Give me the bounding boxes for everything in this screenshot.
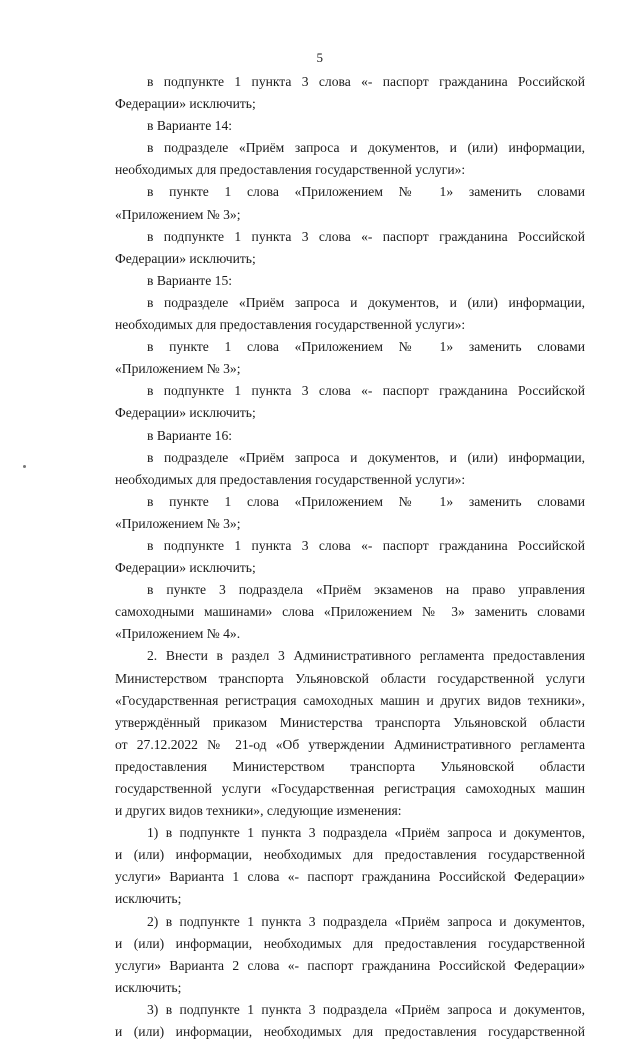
scan-speck <box>23 465 26 468</box>
page-number: 5 <box>316 50 324 65</box>
text-line: «Приложением № 4». <box>115 626 241 642</box>
text-line: Федерации» исключить; <box>115 560 256 576</box>
text-line: в подпункте 1 пункта 3 слова «- паспорт гражданина Российской <box>147 383 585 399</box>
text-line: от 27.12.2022 № 21-од «Об утверждении Административного регламента <box>115 736 585 752</box>
text-line: в пункте 3 подраздела «Приём экзаменов на право управления <box>147 582 585 598</box>
text-line: в пункте 1 слова «Приложением № 1» заменить словами <box>147 493 585 509</box>
text-line: в подпункте 1 пункта 3 слова «- паспорт гражданина Российской <box>147 228 585 244</box>
text-line: услуги» Варианта 2 слова «- паспорт гражданина Российской Федерации» <box>115 957 585 973</box>
text-line: в подпункте 1 пункта 3 слова «- паспорт гражданина Российской <box>147 537 585 553</box>
text-line: и (или) информации, необходимых для предоставления государственной <box>115 1024 585 1040</box>
text-line: в пункте 1 слова «Приложением № 1» заменить словами <box>147 184 585 200</box>
text-line: в подразделе «Приём запроса и документов, и (или) информации, <box>147 294 585 310</box>
text-line: 3) в подпункте 1 пункта 3 подраздела «Приём запроса и документов, <box>147 1001 585 1017</box>
text-line: и других видов техники», следующие изменения: <box>115 803 402 819</box>
text-line: Федерации» исключить; <box>115 405 256 421</box>
text-line: необходимых для предоставления государственной услуги»: <box>115 317 466 333</box>
text-line: необходимых для предоставления государственной услуги»: <box>115 162 466 178</box>
text-line: Министерством транспорта Ульяновской области государственной услуги <box>115 670 585 686</box>
text-line: в Варианте 14: <box>147 118 233 134</box>
text-line: в Варианте 15: <box>147 272 233 288</box>
text-line: необходимых для предоставления государственной услуги»: <box>115 471 466 487</box>
text-line: и (или) информации, необходимых для предоставления государственной <box>115 935 585 951</box>
text-line: «Приложением № 3»; <box>115 361 241 377</box>
text-line: в подпункте 1 пункта 3 слова «- паспорт гражданина Российской <box>147 74 585 89</box>
text-line: в подразделе «Приём запроса и документов, и (или) информации, <box>147 449 585 465</box>
text-line: утверждённый приказом Министерства транспорта Ульяновской области <box>115 714 585 730</box>
text-line: Федерации» исключить; <box>115 250 256 266</box>
text-line: в Варианте 16: <box>147 427 233 443</box>
text-line: «Приложением № 3»; <box>115 515 241 531</box>
text-line: Федерации» исключить; <box>115 96 256 112</box>
text-line: «Приложением № 3»; <box>115 206 241 222</box>
text-line: государственной услуги «Государственная регистрация самоходных машин <box>115 781 585 796</box>
document-body <box>115 71 585 1043</box>
text-line: услуги» Варианта 1 слова «- паспорт гражданина Российской Федерации» <box>115 869 585 885</box>
text-line: 2) в подпункте 1 пункта 3 подраздела «Приём запроса и документов, <box>147 913 585 929</box>
text-line: в пункте 1 слова «Приложением № 1» заменить словами <box>147 339 585 355</box>
text-line: исключить; <box>115 891 182 907</box>
text-line: в подразделе «Приём запроса и документов, и (или) информации, <box>147 140 585 156</box>
text-line: предоставления Министерством транспорта Ульяновской области <box>115 758 585 774</box>
text-line: исключить; <box>115 979 182 995</box>
text-line: «Государственная регистрация самоходных машин и других видов техники», <box>115 692 585 708</box>
text-line: 1) в подпункте 1 пункта 3 подраздела «Приём запроса и документов, <box>147 825 585 841</box>
text-line: и (или) информации, необходимых для предоставления государственной <box>115 847 585 863</box>
text-line: самоходными машинами» слова «Приложением № 3» заменить словами <box>115 604 585 620</box>
text-line: 2. Внести в раздел 3 Административного регламента предоставления <box>147 648 585 664</box>
